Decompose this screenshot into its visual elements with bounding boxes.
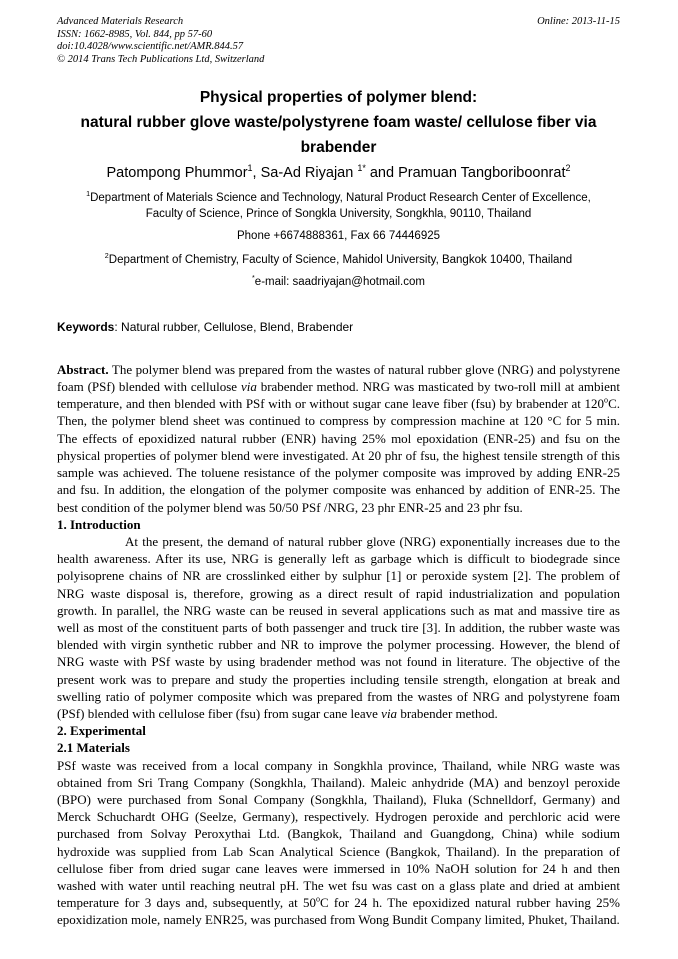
affiliation-2: $^2$Department of Chemistry, Faculty of Science, Mahidol University, Bangkok 10400, Thailand (104, 252, 573, 266)
authors-line: Patompong Phummor$^1$, Sa-Ad Riyajan $^{1*}$ and Pramuan Tangboriboonrat$^2$ (106, 163, 571, 182)
doi-line: doi:10.4028/www.scientific.net/AMR.844.57 (57, 41, 244, 53)
paper-title-block (57, 85, 620, 160)
section-heading-introduction: 1. Introduction (57, 516, 141, 532)
abstract-paragraph: Abstract. The polymer blend was prepared from the wastes of natural rubber glove (NRG) and polystyrene foam (PSf) blended with cellulose via brabender method. NRG was masticated by two-roll mill at ambient temperature, and then blended with PSf with or without sugar cane leave fiber (fsu) by brabender at 120$^o$C. Then, the polymer blend sheet was continued to compress by compression machine at 120 °C for 5 min. The effects of epoxidized natural rubber (ENR) having 25% mol epoxidation (ENR-25) and fsu on the physical properties of polymer blend were investigated. At 20 phr of fsu, the highest tensile strength of this sample was achieved. The toluene resistance of the polymer composite was improved by adding ENR-25 and fsu. In addition, the elongation of the polymer composite was enhanced by addition of ENR-25. The best condition of the polymer blend was 50/50 PSf /NRG, 23 phr ENR-25 and 23 phr fsu. (57, 361, 620, 515)
copyright-line: © 2014 Trans Tech Publications Ltd, Switzerland (57, 53, 265, 65)
introduction-paragraph: At the present, the demand of natural rubber glove (NRG) exponentially increases due to the health awareness. After its use, NRG is generally left as garbage which is difficult to biodegrade since polyisoprene chains of NR are crosslinked either by sulphur [1] or peroxide system [2]. The problem of NRG waste disposal is, therefore, growing as a direct result of rapid industrialization and population growth. In parallel, the NRG waste can be reused in several applications such as mat and massive tire as well as most of the constituent parts of both passenger and truck tire [3]. In addition, the rubber waste was blended with virgin synthetic rubber and NR to improve the polymer processing. However, the blend of NRG waste with PSf waste by using bradender method was not found in literature. The objective of the present work was to prepare and study the properties including tensile strength, elongation at break and swelling ratio of polymer composite which was prepared from the wastes of NRG and polystyrene foam (PSf) blended with cellulose fiber (fsu) from sugar cane leave via brabender method. (57, 533, 620, 721)
online-date: Online: 2013-11-15 (537, 16, 620, 27)
affiliation-1: $^1$Department of Materials Science and Technology, Natural Product Research Center of Excellence, Faculty of Science, Prince of Songkla University, Songkhla, 90110, Thailand (86, 190, 591, 220)
paper-title-line2: natural rubber glove waste/polystyrene foam waste/ cellulose fiber via brabender (80, 114, 597, 157)
phone-fax-line: Phone +6674888361, Fax 66 74446925 (236, 230, 441, 243)
journal-name: Advanced Materials Research (57, 16, 184, 27)
email-line: *e-mail: saadriyajan@hotmail.com (252, 274, 425, 289)
masthead-left (57, 16, 264, 66)
section-heading-materials: 2.1 Materials (57, 740, 130, 756)
issn-volume-line: ISSN: 1662-8985, Vol. 844, pp 57-60 (57, 28, 213, 40)
masthead (57, 16, 620, 66)
paper-title-line1: Physical properties of polymer blend: (199, 89, 478, 107)
section-heading-experimental: 2. Experimental (57, 723, 146, 739)
keywords-line: Keywords: Natural rubber, Cellulose, Blend, Brabender (57, 319, 354, 334)
materials-paragraph: PSf waste was received from a local company in Songkhla province, Thailand, while NRG waste was obtained from Sri Trang Company (Songkhla, Thailand). Maleic anhydride (MA) and benzoyl peroxide (BPO) were purchased from Sonal Company (Songkhla, Thailand), Fluka (Schnelldorf, Germany) and Merck Schuchardt OHG (Seelze, Germany), respectively. Hydrogen peroxide and perchloric acid were purchased from Solvay Peroxythai Ltd. (Bangkok, Thailand and Guangdong, China) while sodium hydroxide was supplied from Lab Scan Analytical Science (Bangkok, Thailand). In the preparation of cellulose fiber from dried sugar cane leaves were immersed in 10% NaOH solution for 24 h and then washed with water until reaching neutral pH. The wet fsu was cast on a glass plate and dried at ambient temperature for 3 days and, subsequently, at 50$^o$C for 24 h. The epoxidized natural rubber having 25% epoxidization mole, namely ENR25, was purchased from Wong Bundit Company limited, Phuket, Thailand. (57, 757, 620, 928)
